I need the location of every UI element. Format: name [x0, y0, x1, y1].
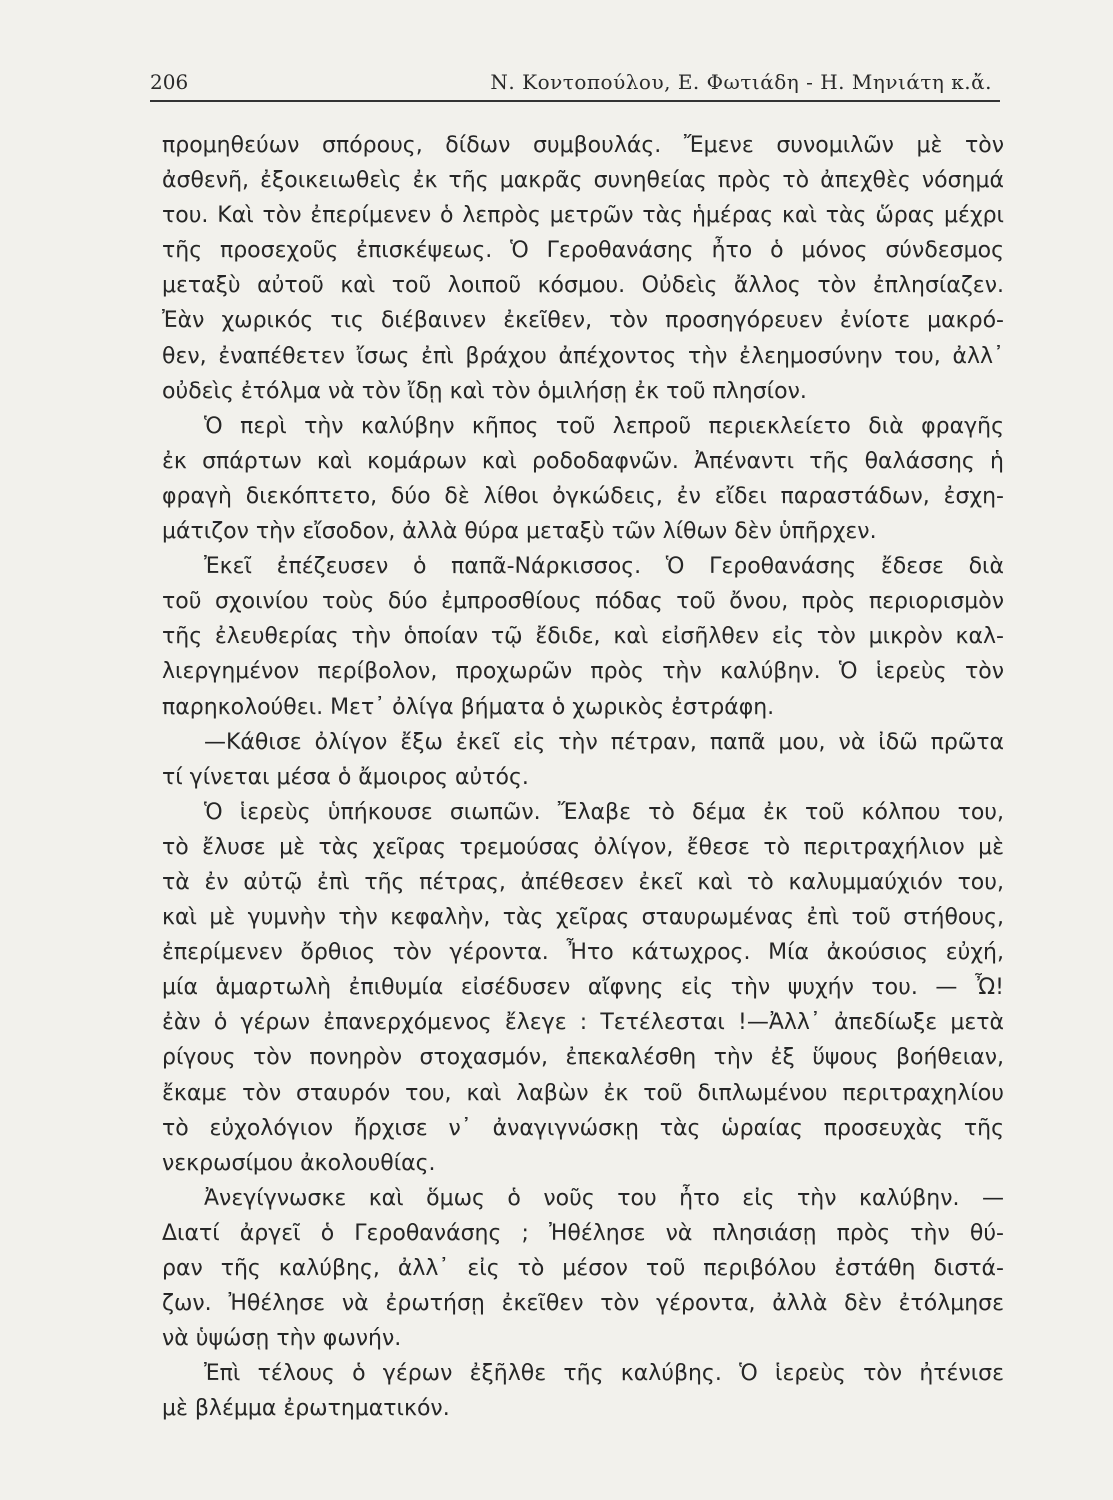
text-line: ρίγους τὸν πονηρὸν στοχασμόν, ἐπεκαλέσθη τὴν ἐξ ὕψους βοήθειαν, — [162, 1045, 1004, 1071]
text-line: τί γίνεται μέσα ὁ ἄμοιρος αὐτός. — [162, 764, 529, 790]
text-line: νὰ ὑψώσῃ τὴν φωνήν. — [162, 1326, 402, 1352]
text-line: μὲ βλέμμα ἐρωτηματικόν. — [162, 1396, 450, 1422]
text-line: νεκρωσίμου ἀκολουθίας. — [162, 1150, 436, 1176]
text-line: τῆς ἐλευθερίας τὴν ὁποίαν τῷ ἔδιδε, καὶ εἰσῆλθεν εἰς τὸν μικρὸν καλ- — [162, 624, 1004, 650]
text-line: καὶ μὲ γυμνὴν τὴν κεφαλὴν, τὰς χεῖρας σταυρωμένας ἐπὶ τοῦ στήθους, — [162, 905, 1004, 931]
text-line: ἔκαμε τὸν σταυρόν του, καὶ λαβὼν ἐκ τοῦ διπλωμένου περιτραχηλίου — [162, 1080, 1004, 1106]
text-line: τῆς προσεχοῦς ἐπισκέψεως. Ὁ Γεροθανάσης ἦτο ὁ μόνος σύνδεσμος — [162, 238, 1004, 264]
text-line: Ἐὰν χωρικός τις διέβαινεν ἐκεῖθεν, τὸν προσηγόρευεν ἐνίοτε μακρό- — [162, 308, 1004, 334]
text-line: θεν, ἐναπέθετεν ἴσως ἐπὶ βράχου ἀπέχοντος τὴν ἐλεημοσύνην του, ἀλλ᾽ — [162, 343, 1004, 369]
text-line: τοῦ σχοινίου τοὺς δύο ἐμπροσθίους πόδας τοῦ ὄνου, πρὸς περιορισμὸν — [162, 589, 1004, 615]
text-line: λιεργημένον περίβολον, προχωρῶν πρὸς τὴν καλύβην. Ὁ ἱερεὺς τὸν — [162, 659, 1004, 685]
text-line: ἐκ σπάρτων καὶ κομάρων καὶ ροδοδαφνῶν. Ἀπέναντι τῆς θαλάσσης ἡ — [162, 448, 1004, 474]
text-line: ζων. Ἠθέλησε νὰ ἐρωτήσῃ ἐκεῖθεν τὸν γέροντα, ἀλλὰ δὲν ἐτόλμησε — [162, 1291, 1004, 1317]
text-line: τὸ ἔλυσε μὲ τὰς χεῖρας τρεμούσας ὀλίγον, ἔθεσε τὸ περιτραχήλιον μὲ — [162, 834, 1004, 860]
text-line: προμηθεύων σπόρους, δίδων συμβουλάς. Ἔμενε συνομιλῶν μὲ τὸν — [162, 133, 1004, 158]
text-line: ἐὰν ὁ γέρων ἐπανερχόμενος ἔλεγε : Τετέλεσται !—Ἀλλ᾽ ἀπεδίωξε μετὰ — [162, 1010, 1004, 1036]
text-line: φραγὴ διεκόπτετο, δύο δὲ λίθοι ὀγκώδεις, ἐν εἴδει παραστάδων, ἐσχη- — [162, 483, 1004, 509]
text-line: ἐπερίμενεν ὄρθιος τὸν γέροντα. Ἦτο κάτωχρος. Μία ἀκούσιος εὐχή, — [162, 940, 1004, 966]
text-line: Ἐκεῖ ἐπέζευσεν ὁ παπᾶ-Νάρκισσος. Ὁ Γεροθανάσης ἔδεσε διὰ — [204, 554, 1004, 580]
text-line: Διατί ἀργεῖ ὁ Γεροθανάσης ; Ἠθέλησε νὰ πλησιάσῃ πρὸς τὴν θύ- — [162, 1220, 1004, 1246]
text-line: μάτιζον τὴν εἴσοδον, ἀλλὰ θύρα μεταξὺ τῶν λίθων δὲν ὑπῆρχεν. — [162, 519, 877, 545]
text-line: τὰ ἐν αὐτῷ ἐπὶ τῆς πέτρας, ἀπέθεσεν ἐκεῖ καὶ τὸ καλυμμαύχιόν του, — [162, 869, 1004, 895]
text-line: παρηκολούθει. Μετ᾽ ὀλίγα βήματα ὁ χωρικὸς ἐστράφη. — [162, 694, 775, 720]
running-head: Ν. Κοντοπούλου, Ε. Φωτιάδη - Η. Μηνιάτη κ.ἄ. — [490, 70, 992, 94]
text-line: Ὁ ἱερεὺς ὑπήκουσε σιωπῶν. Ἔλαβε τὸ δέμα ἐκ τοῦ κόλπου του, — [204, 799, 1004, 825]
text-line: ἀσθενῆ, ἐξοικειωθεὶς ἐκ τῆς μακρᾶς συνηθείας πρὸς τὸ ἀπεχθὲς νόσημά — [162, 168, 1004, 194]
text-line: μία ἁμαρτωλὴ ἐπιθυμία εἰσέδυσεν αἴφνης εἰς τὴν ψυχήν του. — Ὦ! — [162, 975, 1004, 1001]
text-line: —Κάθισε ὀλίγον ἔξω ἐκεῖ εἰς τὴν πέτραν, παπᾶ μου, νὰ ἰδῶ πρῶτα — [204, 729, 1004, 755]
text-line: Ὁ περὶ τὴν καλύβην κῆπος τοῦ λεπροῦ περιεκλείετο διὰ φραγῆς — [204, 413, 1004, 439]
text-line: μεταξὺ αὐτοῦ καὶ τοῦ λοιποῦ κόσμου. Οὐδεὶς ἄλλος τὸν ἐπλησίαζεν. — [162, 273, 1004, 299]
page-number: 206 — [150, 70, 189, 94]
text-line: Ἀνεγίγνωσκε καὶ ὅμως ὁ νοῦς του ἦτο εἰς τὴν καλύβην. — — [204, 1185, 1004, 1211]
text-line: οὐδεὶς ἐτόλμα νὰ τὸν ἴδῃ καὶ τὸν ὁμιλήσῃ ἐκ τοῦ πλησίον. — [162, 378, 807, 404]
text-line: Ἐπὶ τέλους ὁ γέρων ἐξῆλθε τῆς καλύβης. Ὁ ἱερεὺς τὸν ἠτένισε — [204, 1361, 1004, 1387]
text-line: του. Καὶ τὸν ἐπερίμενεν ὁ λεπρὸς μετρῶν τὰς ἡμέρας καὶ τὰς ὥρας μέχρι — [162, 203, 1004, 229]
body-text — [162, 128, 1004, 1426]
text-line: τὸ εὐχολόγιον ἤρχισε ν᾽ ἀναγιγνώσκῃ τὰς ὡραίας προσευχὰς τῆς — [162, 1115, 1004, 1141]
text-line: ραν τῆς καλύβης, ἀλλ᾽ εἰς τὸ μέσον τοῦ περιβόλου ἐστάθη διστά- — [162, 1256, 1004, 1281]
page-header — [150, 64, 1000, 102]
